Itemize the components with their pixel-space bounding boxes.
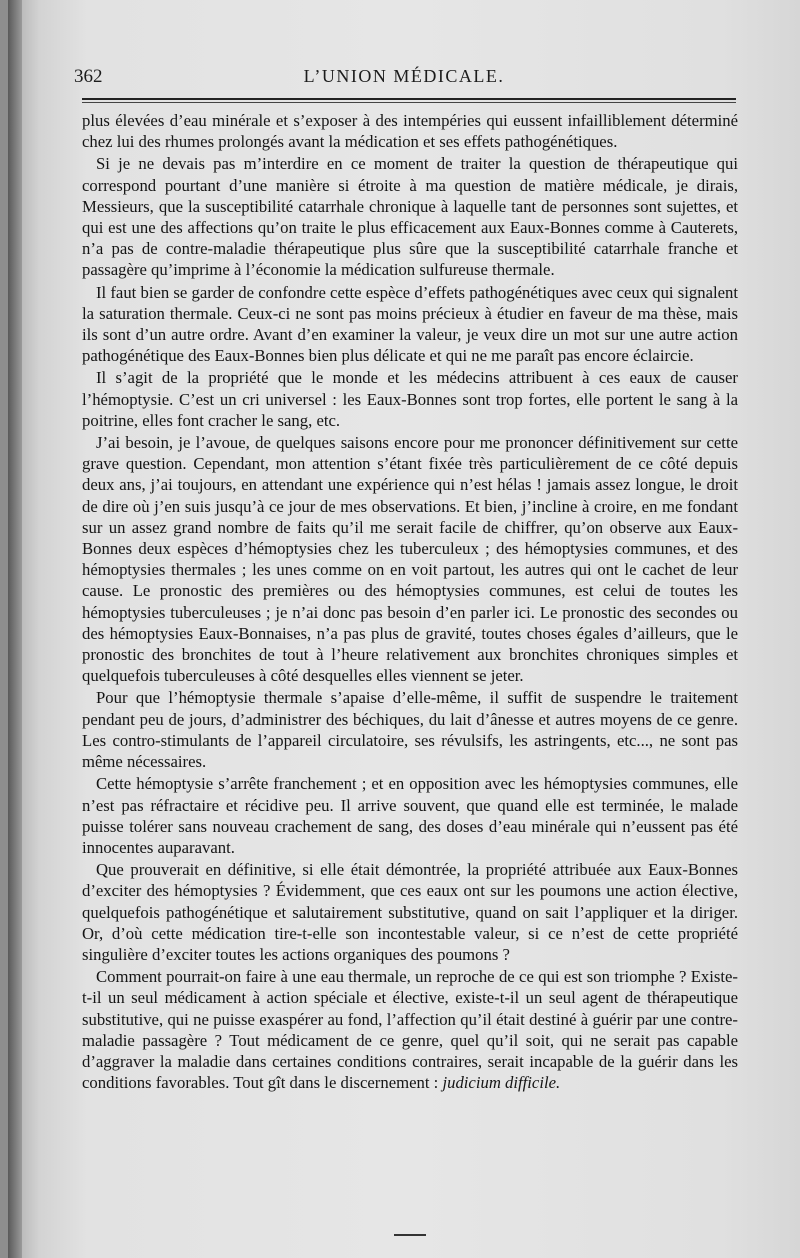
header-rule	[82, 98, 736, 103]
paragraph: Pour que l’hémoptysie thermale s’apaise d’elle-même, il suffit de suspendre le traitement pendant peu de jours, d’administrer des béchiques, du lait d’ânesse et autres moyens de ce genre. Les contro-stimulants de l’appareil circulatoire, ses révulsifs, les astringents, etc..., ne sont pas même nécessaires.	[82, 688, 738, 772]
paragraph: Il faut bien se garder de confondre cette espèce d’effets pathogénétiques avec ceux qui signalent la saturation thermale. Ceux-ci ne sont pas moins précieux à étudier en faveur de ma thèse, mais ils sont d’un autre ordre. Avant d’en examiner la valeur, je veux dire un mot sur une autre action pathogénétique des Eaux-Bonnes bien plus délicate et qui ne me paraît pas encore éclaircie.	[82, 282, 738, 366]
paragraph-last	[82, 966, 738, 1093]
paragraph: J’ai besoin, je l’avoue, de quelques saisons encore pour me prononcer définitivement sur cette grave question. Cependant, mon attention s’étant fixée très particulièrement de ce côté depuis deux ans, j’ai toujours, en attendant une expérience qui n’est hélas ! jamais assez longue, le droit de dire où j’en suis jusqu’à ce jour de mes observations. Et bien, j’incline à croire, en me fondant sur un assez grand nombre de faits qu’il me serait facile de chiffrer, qu’on observe aux Eaux-Bonnes deux espèces d’hémoptysies chez les tuberculeux ; des hémoptysies communes, et des hémoptysies thermales ; les unes comme on en voit partout, les autres qui ont le cachet de leur cause. Le pronostic des premières ou des hémoptysies communes, est celui de toutes les hémoptysies tuberculeuses ; je n’ai donc pas besoin d’en parler ici. Le pronostic des secondes ou des hémoptysies Eaux-Bonnaises, n’a pas plus de gravité, toutes choses égales d’ailleurs, que le pronostic des bronchites de tout à l’heure relativement aux bronchites chroniques simples et quelquefois tuberculeuses à côté desquelles elles viennent se jeter.	[82, 433, 738, 686]
page-spine-shadow	[8, 0, 22, 1258]
page-header	[74, 62, 734, 92]
scanned-page	[8, 0, 800, 1258]
paragraph: plus élevées d’eau minérale et s’exposer à des intempéries qui eussent infailliblement déterminé chez lui des rhumes prolongés avant la médication et ses effets pathogénétiques.	[82, 111, 738, 152]
running-title: L’UNION MÉDICALE.	[303, 66, 505, 86]
closing-latin-phrase: judicium difficile.	[442, 1073, 561, 1093]
footer-ornament	[394, 1234, 426, 1236]
paragraph: Que prouverait en définitive, si elle était démontrée, la propriété attribuée aux Eaux-Bonnes d’exciter des hémoptysies ? Évidemment, que ces eaux ont sur les poumons une action élective, quelquefois pathogénétique et salutairement substitutive, quand on sait l’appliquer et la diriger. Or, d’où cette médication tire-t-elle son incontestable valeur, si ce n’est de cette propriété singulière d’exciter toutes les actions organiques des poumons ?	[82, 860, 738, 964]
paragraph: Il s’agit de la propriété que le monde et les médecins attribuent à ces eaux de causer l’hémoptysie. C’est un cri universel : les Eaux-Bonnes sont trop fortes, elle portent le sang à la poitrine, elles font cracher le sang, etc.	[82, 368, 738, 430]
page-number: 362	[74, 66, 103, 87]
article-body	[82, 110, 738, 1093]
paragraph-text: Comment pourrait-on faire à une eau thermale, un reproche de ce qui est son triomphe ? Existe-t-il un seul médicament à action spéciale et élective, existe-t-il un seul agent de thérapeutique substitutive, qui ne puisse exaspérer au fond, l’affection qu’il était destiné à guérir par une contre-maladie passagère ? Tout médicament de ce genre, quel qu’il soit, qui ne serait pas capable d’aggraver la maladie dans certaines conditions contraires, serait incapable de la guérir dans les conditions favorables. Tout gît dans le discernement :	[82, 967, 738, 1093]
paragraph: Si je ne devais pas m’interdire en ce moment de traiter la question de thérapeutique qui correspond pourtant d’une manière si étroite à ma question de matière médicale, je dirais, Messieurs, que la susceptibilité catarrhale chronique à laquelle tant de personnes sont sujettes, et qui est une des affections qu’on traite le plus efficacement aux Eaux-Bonnes comme à Cauterets, n’a pas de contre-maladie thérapeutique plus sûre que la susceptibilité catarrhale franche et passagère qu’imprime à l’économie la médication sulfureuse thermale.	[82, 154, 738, 280]
paragraph: Cette hémoptysie s’arrête franchement ; et en opposition avec les hémoptysies communes, elle n’est pas réfractaire et récidive peu. Il arrive souvent, que quand elle est terminée, le malade puisse tolérer sans nouveau crachement de sang, des doses d’eau minérale qui n’eussent pas été innocentes auparavant.	[82, 774, 738, 857]
